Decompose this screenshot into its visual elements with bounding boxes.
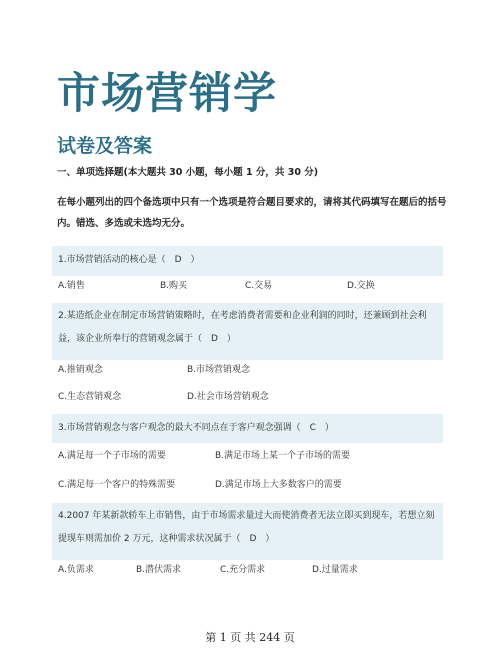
q2-option-c: C.生态营销观念 bbox=[58, 392, 122, 402]
question-4-text: 4.2007 年某新款轿车上市销售，由于市场需求量过大而使消费者无法立即买到现车，若想立刻提现车则需加价 2 万元，这种需求状况属于（ D ） bbox=[58, 511, 435, 544]
q2-option-a: A.推销观念 bbox=[58, 365, 103, 375]
q4-option-c: C.充分需求 bbox=[220, 565, 266, 575]
doc-title: 市场营销学 bbox=[57, 69, 277, 119]
q1-option-a: A.销售 bbox=[58, 281, 85, 291]
question-1-text: 1.市场营销活动的核心是（ D ） bbox=[58, 255, 200, 265]
question-3-text: 3.市场营销观念与客户观念的最大不同点在于客户观念强调（ C ） bbox=[58, 423, 334, 433]
q1-option-b: B.购买 bbox=[160, 281, 188, 291]
q3-option-b: B.满足市场上某一个子市场的需要 bbox=[215, 451, 351, 461]
q4-option-d: D.过量需求 bbox=[312, 565, 358, 575]
q4-option-a: A.负需求 bbox=[58, 565, 94, 575]
q1-option-d: D.交换 bbox=[347, 281, 375, 291]
q3-option-c: C.满足每一个客户的特殊需要 bbox=[58, 480, 176, 490]
instructions: 在每小题列出的四个备选项中只有一个选项是符合题目要求的，请将其代码填写在题后的括号内。错选、多选或未选均无分。 bbox=[57, 197, 447, 229]
question-2-text: 2.某造纸企业在制定市场营销策略时，在考虑消费者需要和企业利润的同时，还兼顾到社会利益，该企业所奉行的营销观念属于（ D ） bbox=[58, 311, 427, 344]
q2-option-d: D.社会市场营销观念 bbox=[187, 392, 269, 402]
q3-option-a: A.满足每一个子市场的需要 bbox=[58, 451, 166, 461]
doc-subtitle: 试卷及答案 bbox=[57, 135, 153, 157]
page-number-footer: 第 1 页 共 244 页 bbox=[205, 631, 295, 644]
q1-option-c: C.交易 bbox=[245, 281, 273, 291]
section-heading: 一、单项选择题(本大题共 30 小题，每小题 1 分，共 30 分) bbox=[57, 167, 319, 178]
q3-option-d: D.满足市场上大多数客户的需要 bbox=[215, 480, 342, 490]
q4-option-b: B.潜伏需求 bbox=[136, 565, 182, 575]
q2-option-b: B.市场营销观念 bbox=[187, 365, 251, 375]
